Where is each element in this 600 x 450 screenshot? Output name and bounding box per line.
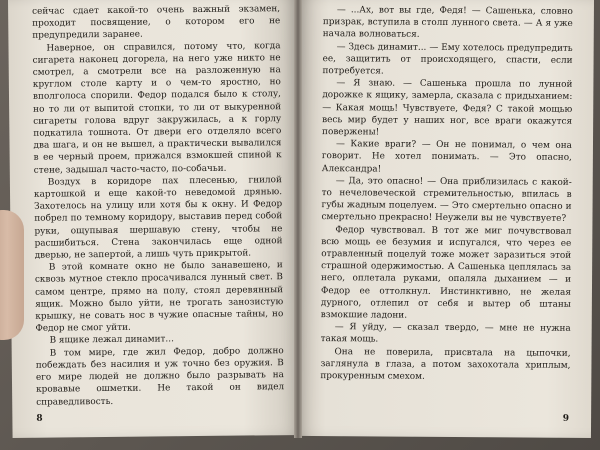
paragraph: сейчас сдает какой-то очень важный экзамен, проходит посвящение, о котором его не предупредили заранее. xyxy=(32,4,281,42)
open-book xyxy=(8,0,594,450)
right-page-text xyxy=(320,4,573,384)
paragraph: — Какие враги? — Он не понимал, о чем она говорит. Не хотел понимать. — Это опасно, Александра! xyxy=(321,139,573,175)
paragraph: — Здесь динамит... — Ему хотелось предупредить ее, защитить от происходящего, спасти, если потребуется. xyxy=(322,41,573,77)
page-number: 9 xyxy=(562,413,570,424)
paragraph: — Я знаю. — Сашенька прошла по лунной дорожке к ящику, замерла, сказала с придыханием: — Какая мощь! Чувствуете, Федя? С такой мощью весь мир будет у наших ног, все враги окажутся повержены! xyxy=(322,78,573,138)
paragraph: — ...Ах, вот вы где, Федя! — Сашенька, словно призрак, вступила в столп лунного света. — А я уже начала волноваться. xyxy=(322,5,573,41)
left-page-text xyxy=(32,3,284,408)
right-page xyxy=(296,0,594,438)
paragraph: Воздух в коридоре пах плесенью, гнилой картошкой и еще какой-то неведомой дрянью. Захотелось на улицу или хотя бы к окну. И Федор побрел по темному коридору, выставив перед собой руки, ощупывая шершавую стену, чтобы не расшибиться. Стена закончилась еще одной дверью, не запертой, а лишь чуть прикрытой. xyxy=(33,174,283,261)
left-page xyxy=(8,0,302,438)
page-number: 8 xyxy=(36,413,43,424)
paragraph: В том мире, где жил Федор, добро должно побеждать без насилия и уж точно без оружия. В его мире людей не должно было разрывать на кровавые ошметки. Не такой он видел справедливость. xyxy=(35,345,285,408)
paragraph: — Да, это опасно! — Она приблизилась с какой-то нечеловеческой стремительностью, впилась в губы жадным поцелуем. — Это смертельно опасно и смертельно прекрасно! Неужели вы не чувствуете? xyxy=(321,176,572,225)
paragraph: Федор чувствовал. В тот же миг почувствовал всю мощь ее безумия и испугался, что через ее отравленный поцелуй тоже может заразиться этой страшной одержимостью. А Сашенька цеплялась за него, оплетала руками, опаляла дыханием — и Федор ее оттолкнул. Инстинктивно, не желая дурного, отлепил от себя и вытер об штаны взмокшие ладони. xyxy=(320,224,572,321)
paragraph: Она не поверила, присвтала на цыпочки, заглянула в глаза, а потом захохотала хриплым, прокуренным смехом. xyxy=(320,346,571,382)
paragraph: — Я уйду, — сказал твердо, — мне не нужна такая мощь. xyxy=(320,322,571,345)
book-spine xyxy=(294,0,302,438)
thumb xyxy=(0,210,24,340)
paragraph: В ящике лежал динамит... xyxy=(49,334,174,347)
paragraph: В этой комнате окно не было занавешено, и сквозь мутное стекло просачивался лунный свет. В самом центре, прямо на полу, стоял деревянный ящик. Можно было уйти, не трогать занозистую крышку, не совать нос в чужие опасные тайны, но Федор не смог уйти. xyxy=(34,260,284,335)
paragraph: Наверное, он справился, потому что, когда сигарета наконец догорела, на него уже никто не смотрел, а смотрели все на разложенную на круглом столе карту и о чем-то яростно, но вполголоса спорили. Федор подался было к столу, но то ли от выпитой стопки, то ли от выкуренной сигареты голова вдруг закружилась, а к горлу подкатила тошнота. От двери его отделяло всего два шага, и он не вышел, а практически вывалился в ее черный проем, прижался взмокшей спиной к стене, задышал часто-часто, по-собачьи. xyxy=(32,40,282,176)
